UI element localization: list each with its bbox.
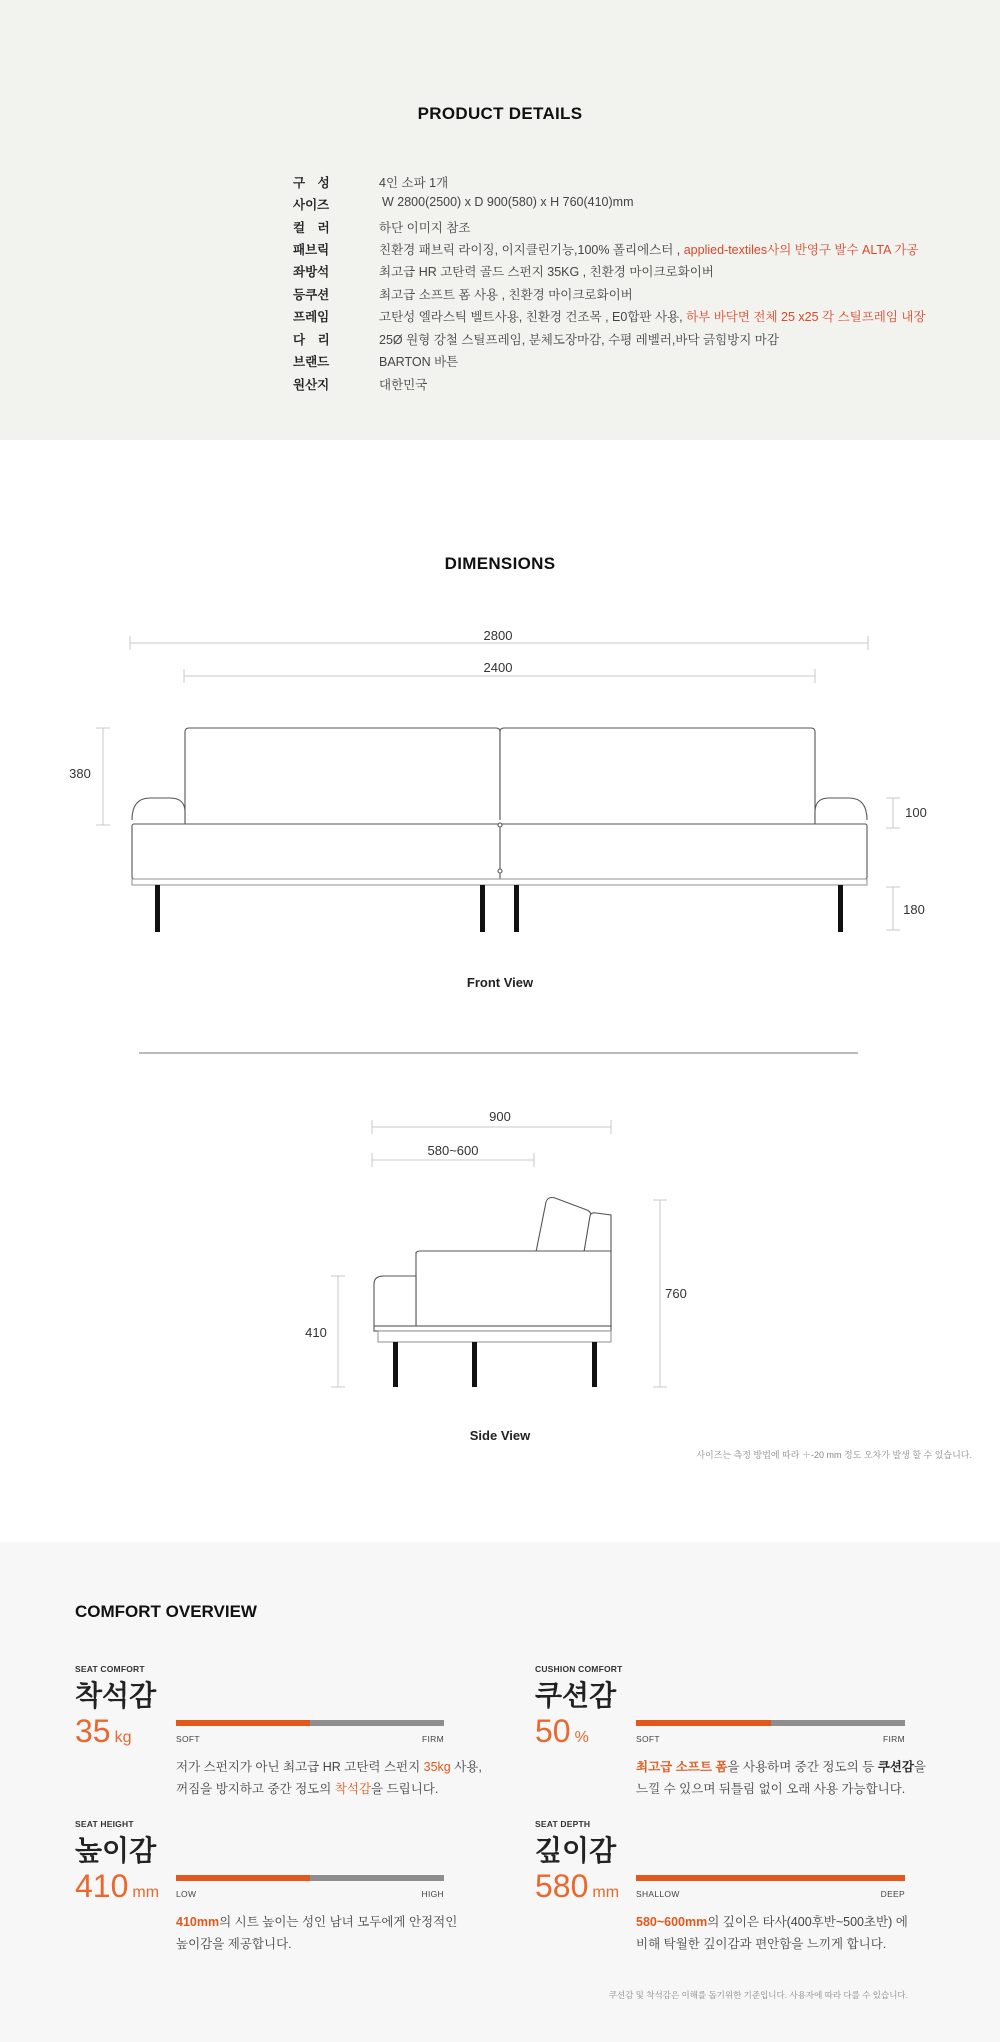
comfort-disclaimer-note: 쿠션감 및 착석감은 이해를 돕기위한 기준입니다. 사용자에 따라 다를 수 있습니다.: [608, 1990, 908, 2000]
comfort-description: [636, 1756, 926, 1800]
spec-value: BARTON 바튼: [379, 355, 459, 369]
comfort-item-height: [75, 1819, 495, 1989]
scale-high-label: FIRM: [422, 1734, 444, 1744]
desc-text: 의 시트 높이는 성인 남녀 모두에게 안정적인: [219, 1915, 458, 1929]
comfort-value: [535, 1868, 619, 1905]
spec-value: [379, 307, 926, 325]
comfort-eyebrow: SEAT DEPTH: [535, 1819, 591, 1829]
desc-text: 의 깊이은 타사(400후반~500초반) 에: [707, 1915, 908, 1929]
product-details-title: PRODUCT DETAILS: [417, 104, 583, 123]
comfort-value: [75, 1868, 159, 1905]
desc-text: 꺼짐을 방지하고 중간 정도의: [176, 1782, 335, 1796]
desc-highlight: 최고급 소프트 폼: [636, 1760, 728, 1774]
comfort-level-bar: [636, 1875, 905, 1881]
comfort-item-seat: [75, 1664, 495, 1834]
desc-highlight: 착석감: [334, 1782, 372, 1796]
comfort-value-number: 580: [535, 1868, 589, 1904]
comfort-title: 쿠션감: [535, 1680, 617, 1711]
desc-text: 저가 스펀지가 아닌 최고급 HR 고탄력 스펀지: [176, 1760, 424, 1774]
spec-label: 등쿠션: [293, 288, 330, 302]
comfort-title: 착석감: [75, 1680, 157, 1711]
comfort-overview-section: [0, 1542, 1000, 2042]
comfort-level-fill: [176, 1875, 310, 1881]
dim-side-depth: 900: [489, 1109, 511, 1124]
dimensions-title: DIMENSIONS: [444, 554, 556, 573]
comfort-value: [535, 1713, 589, 1750]
dim-leg-height: 180: [903, 902, 925, 917]
spec-label: 사이즈: [293, 198, 330, 212]
front-view-sofa: [132, 728, 867, 885]
spec-value-highlight: 하부 바닥면 전체 25 x25 각 스틸프레임 내장: [686, 310, 926, 324]
dim-total-height: 760: [665, 1286, 687, 1301]
desc-text: 사용,: [450, 1760, 482, 1774]
comfort-value-unit: mm: [592, 1884, 620, 1901]
spec-value: W 2800(2500) x D 900(580) x H 760(410)mm: [382, 195, 634, 209]
front-view-label: Front View: [466, 975, 534, 990]
comfort-level-fill: [636, 1720, 771, 1726]
desc-highlight: 580~600mm: [636, 1915, 708, 1929]
comfort-item-depth: [535, 1819, 955, 1989]
desc-highlight: 410mm: [176, 1915, 220, 1929]
desc-text: 을 드립니다.: [371, 1782, 439, 1796]
desc-highlight: 35kg: [423, 1760, 451, 1774]
comfort-level-bar: [176, 1875, 444, 1881]
comfort-level-bar: [636, 1720, 905, 1726]
dim-inner-width: 2400: [483, 660, 513, 675]
spec-label: 구 성: [293, 176, 330, 190]
spec-label: 프레임: [293, 310, 330, 324]
comfort-description: [176, 1756, 482, 1800]
dim-overall-width: 2800: [483, 628, 513, 643]
scale-low-label: LOW: [176, 1889, 197, 1899]
comfort-item-cushion: [535, 1664, 955, 1834]
spec-value: 최고급 HR 고탄력 골드 스펀지 35KG , 친환경 마이크로화이버: [379, 265, 714, 279]
comfort-value: [75, 1713, 132, 1750]
comfort-overview-title: COMFORT OVERVIEW: [75, 1602, 257, 1621]
comfort-level-bar: [176, 1720, 444, 1726]
comfort-title: 높이감: [75, 1835, 157, 1866]
comfort-title: 깊이감: [535, 1835, 617, 1866]
desc-emphasis: 쿠션감: [877, 1760, 914, 1774]
desc-text: 느낄 수 있으며 뒤틀림 없이 오래 사용 가능합니다.: [636, 1782, 906, 1796]
comfort-level-fill: [176, 1720, 310, 1726]
side-view-label: Side View: [469, 1428, 531, 1443]
spec-value: 하단 이미지 참조: [379, 221, 471, 235]
dim-back-height: 380: [69, 766, 91, 781]
dimension-drawing: [0, 440, 1000, 1542]
comfort-value-unit: %: [574, 1729, 589, 1746]
scale-low-label: SOFT: [636, 1734, 660, 1744]
spec-label: 컬 러: [293, 221, 330, 235]
comfort-level-fill: [636, 1875, 905, 1881]
desc-text: 높이감을 제공합니다.: [176, 1937, 292, 1951]
comfort-value-number: 50: [535, 1713, 571, 1749]
comfort-eyebrow: SEAT COMFORT: [75, 1664, 145, 1674]
comfort-description: [636, 1911, 908, 1955]
dim-seat-height: 410: [305, 1325, 327, 1340]
desc-text: 을 사용하며 중간 정도의 등: [727, 1760, 878, 1774]
spec-value-text: 친환경 패브릭 라이징, 이지클린기능,100% 폴리에스터 ,: [379, 243, 684, 257]
spec-label: 브랜드: [293, 355, 330, 369]
side-view-sofa: [374, 1198, 611, 1343]
spec-value: 대한민국: [379, 378, 428, 392]
comfort-eyebrow: CUSHION COMFORT: [535, 1664, 623, 1674]
desc-text: 비해 탁월한 깊이감과 편안함을 느끼게 합니다.: [636, 1937, 887, 1951]
front-view-legs: [155, 885, 843, 932]
spec-value: 25Ø 원형 강철 스틸프레임, 분체도장마감, 수평 레벨러,바닥 긁힘방지 마감: [379, 333, 779, 347]
spec-value: 4인 소파 1개: [379, 176, 449, 190]
scale-low-label: SHALLOW: [636, 1889, 680, 1899]
desc-text: 을: [913, 1760, 926, 1774]
spec-label: 원산지: [293, 378, 330, 392]
scale-high-label: DEEP: [880, 1889, 905, 1899]
dimensions-section: [0, 440, 1000, 1542]
comfort-description: [176, 1911, 457, 1955]
comfort-value-number: 410: [75, 1868, 129, 1904]
comfort-value-unit: kg: [114, 1729, 132, 1746]
spec-label: 패브릭: [293, 243, 330, 257]
dim-seat-depth: 580~600: [427, 1143, 479, 1158]
comfort-value-unit: mm: [132, 1884, 160, 1901]
spec-value-highlight: applied-textiles사의 반영구 발수 ALTA 가공: [683, 243, 919, 257]
side-view-legs: [393, 1342, 597, 1387]
size-tolerance-note: 사이즈는 측정 방법에 따라 ＋-20 mm 정도 오차가 발생 할 수 있습니다.: [696, 1450, 972, 1460]
comfort-value-number: 35: [75, 1713, 111, 1749]
spec-value-text: 고탄성 엘라스틱 벨트사용, 친환경 건조목 , E0합판 사용,: [379, 310, 687, 324]
spec-label: 다 리: [293, 333, 330, 347]
spec-label: 좌방석: [293, 265, 330, 279]
dim-arm-height: 100: [905, 805, 927, 820]
spec-value: [379, 240, 918, 258]
product-details-section: [0, 0, 1000, 440]
scale-low-label: SOFT: [176, 1734, 200, 1744]
scale-high-label: HIGH: [421, 1889, 444, 1899]
scale-high-label: FIRM: [883, 1734, 905, 1744]
spec-value: 최고급 소프트 폼 사용 , 친환경 마이크로화이버: [379, 288, 633, 302]
comfort-eyebrow: SEAT HEIGHT: [75, 1819, 134, 1829]
